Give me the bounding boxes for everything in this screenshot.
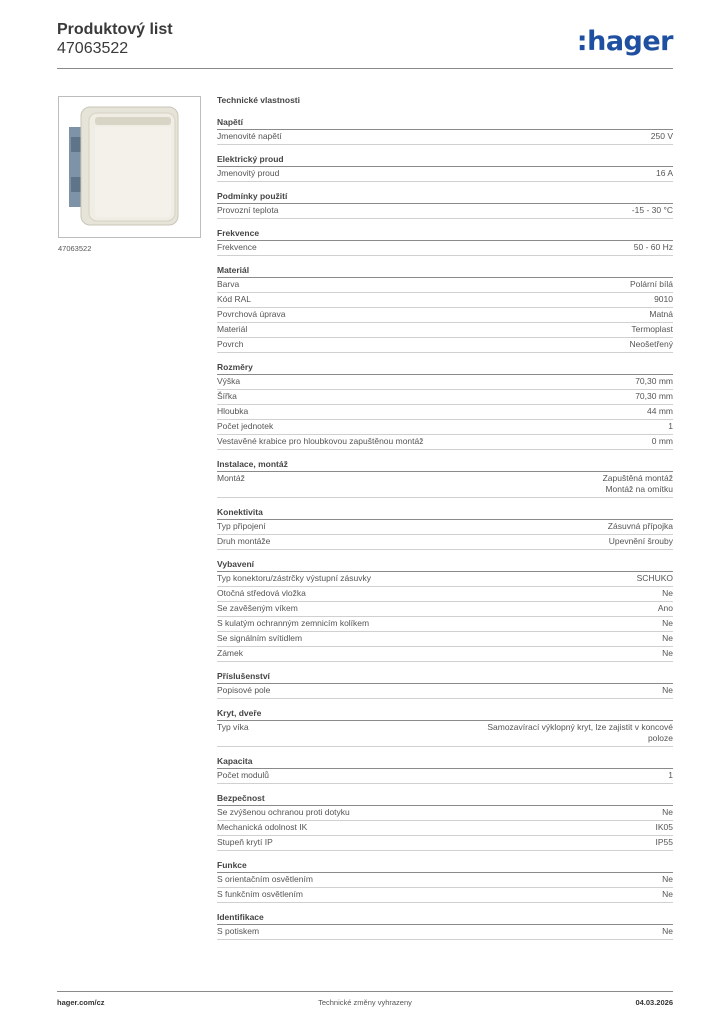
property-value: Ne (662, 874, 673, 884)
property-label: Provozní teplota (217, 205, 279, 215)
property-row (217, 721, 673, 747)
group-title: Materiál (217, 265, 673, 278)
property-row (217, 338, 673, 353)
property-value: Upevnění šrouby (608, 536, 673, 546)
property-value: 16 A (655, 168, 673, 178)
property-value: Ne (662, 807, 673, 817)
property-value: 70,30 mm (635, 376, 673, 386)
property-group (217, 265, 673, 353)
property-row (217, 873, 673, 888)
property-label: Počet modulů (217, 770, 269, 780)
property-label: S kulatým ochranným zemnicím kolíkem (217, 618, 370, 628)
property-value: 1 (668, 421, 673, 431)
property-row (217, 587, 673, 602)
property-value: Ne (662, 926, 673, 936)
property-label: Kód RAL (217, 294, 252, 304)
property-value: Ne (662, 648, 673, 658)
property-label: Otočná středová vložka (217, 588, 306, 598)
property-label: Materiál (217, 324, 248, 334)
property-label: Povrchová úprava (217, 309, 286, 319)
property-row (217, 632, 673, 647)
property-label: Výška (217, 376, 241, 386)
group-title: Identifikace (217, 912, 673, 925)
property-label: Vestavěné krabice pro hloubkovou zapuštěnou montáž (217, 436, 424, 446)
property-label: Frekvence (217, 242, 257, 252)
property-value: Zásuvná přípojka (607, 521, 673, 531)
property-row (217, 925, 673, 940)
property-row (217, 769, 673, 784)
property-value: Ne (662, 633, 673, 643)
property-label: Mechanická odolnost IK (217, 822, 308, 832)
property-label: Počet jednotek (217, 421, 274, 431)
property-value: IP55 (655, 837, 673, 847)
property-value: Neošetřený (629, 339, 673, 349)
property-value: 250 V (650, 131, 673, 141)
property-row (217, 204, 673, 219)
property-value: Termoplast (631, 324, 673, 334)
property-value: Samozavírací výklopný kryt, lze zajistit v koncové poloze (487, 722, 673, 743)
property-row (217, 821, 673, 836)
property-label: Typ víka (217, 722, 249, 732)
property-value: IK05 (655, 822, 673, 832)
group-title: Příslušenství (217, 671, 673, 684)
property-row (217, 888, 673, 903)
property-group (217, 912, 673, 940)
property-label: S funkčním osvětlením (217, 889, 303, 899)
property-value: Polární bílá (630, 279, 673, 289)
property-row (217, 278, 673, 293)
property-label: S potiskem (217, 926, 260, 936)
header-divider (57, 68, 673, 69)
property-label: Jmenovitý proud (217, 168, 280, 178)
group-title: Frekvence (217, 228, 673, 241)
property-row (217, 836, 673, 851)
property-row (217, 647, 673, 662)
property-row (217, 130, 673, 145)
page-title: Produktový list (57, 21, 173, 38)
property-row (217, 684, 673, 699)
property-row (217, 293, 673, 308)
property-value: 0 mm (651, 436, 673, 446)
property-group (217, 507, 673, 550)
property-row (217, 308, 673, 323)
group-title: Napětí (217, 117, 673, 130)
property-value: Ne (662, 618, 673, 628)
property-group (217, 228, 673, 256)
property-value: Ne (662, 889, 673, 899)
property-label: Barva (217, 279, 240, 289)
group-title: Instalace, montáž (217, 459, 673, 472)
property-label: Se zvýšenou ochranou proti dotyku (217, 807, 350, 817)
property-value: Matná (649, 309, 673, 319)
property-label: Šířka (217, 391, 237, 401)
property-group (217, 362, 673, 450)
property-label: Povrch (217, 339, 244, 349)
property-row (217, 572, 673, 587)
property-group (217, 671, 673, 699)
product-number: 47063522 (57, 40, 129, 57)
property-row (217, 520, 673, 535)
footer-website: hager.com/cz (57, 998, 105, 1007)
property-group (217, 117, 673, 145)
group-title: Funkce (217, 860, 673, 873)
property-value: Zapuštěná montáž Montáž na omítku (602, 473, 673, 494)
property-row (217, 405, 673, 420)
group-title: Bezpečnost (217, 793, 673, 806)
property-row (217, 435, 673, 450)
property-group (217, 559, 673, 662)
footer-note: Technické změny vyhrazeny (318, 998, 412, 1007)
property-row (217, 472, 673, 498)
hager-logo: :hager (576, 26, 673, 57)
property-value: -15 - 30 °C (631, 205, 673, 215)
property-row (217, 241, 673, 256)
property-value: 9010 (654, 294, 673, 304)
property-label: Typ připojení (217, 521, 266, 531)
property-row (217, 420, 673, 435)
group-title: Kapacita (217, 756, 673, 769)
property-label: Stupeň krytí IP (217, 837, 273, 847)
group-title: Konektivita (217, 507, 673, 520)
property-group (217, 860, 673, 903)
property-value: Ano (657, 603, 673, 613)
property-row (217, 323, 673, 338)
property-label: Zámek (217, 648, 243, 658)
technical-properties (217, 93, 673, 949)
property-row (217, 602, 673, 617)
property-row (217, 167, 673, 182)
property-value: Ne (662, 685, 673, 695)
property-label: Se zavěšeným víkem (217, 603, 298, 613)
property-row (217, 390, 673, 405)
page-header (57, 20, 673, 70)
property-groups (217, 117, 673, 940)
property-value: 1 (668, 770, 673, 780)
property-group (217, 191, 673, 219)
properties-title: Technické vlastnosti (217, 95, 300, 105)
group-title: Vybavení (217, 559, 673, 572)
property-row (217, 806, 673, 821)
footer-date: 04.03.2026 (635, 998, 673, 1007)
image-caption: 47063522 (58, 244, 92, 253)
group-title: Podmínky použití (217, 191, 673, 204)
property-group (217, 793, 673, 851)
property-label: Druh montáže (217, 536, 271, 546)
socket-outlet-product-photo-icon (59, 97, 200, 237)
property-value: 70,30 mm (635, 391, 673, 401)
property-row (217, 617, 673, 632)
product-image (58, 96, 201, 238)
property-value: 44 mm (647, 406, 673, 416)
property-value: SCHUKO (636, 573, 673, 583)
group-title: Kryt, dveře (217, 708, 673, 721)
property-row (217, 375, 673, 390)
property-group (217, 708, 673, 747)
property-group (217, 756, 673, 784)
property-group (217, 459, 673, 498)
property-value: Ne (662, 588, 673, 598)
property-label: Hloubka (217, 406, 249, 416)
property-label: Montáž (217, 473, 245, 483)
group-title: Elektrický proud (217, 154, 673, 167)
property-label: S orientačním osvětlením (217, 874, 313, 884)
property-value: 50 - 60 Hz (633, 242, 673, 252)
footer-divider (57, 991, 673, 992)
property-label: Se signálním svítidlem (217, 633, 303, 643)
property-label: Popisové pole (217, 685, 271, 695)
property-label: Jmenovité napětí (217, 131, 282, 141)
group-title: Rozměry (217, 362, 673, 375)
property-row (217, 535, 673, 550)
property-label: Typ konektoru/zástrčky výstupní zásuvky (217, 573, 372, 583)
property-group (217, 154, 673, 182)
